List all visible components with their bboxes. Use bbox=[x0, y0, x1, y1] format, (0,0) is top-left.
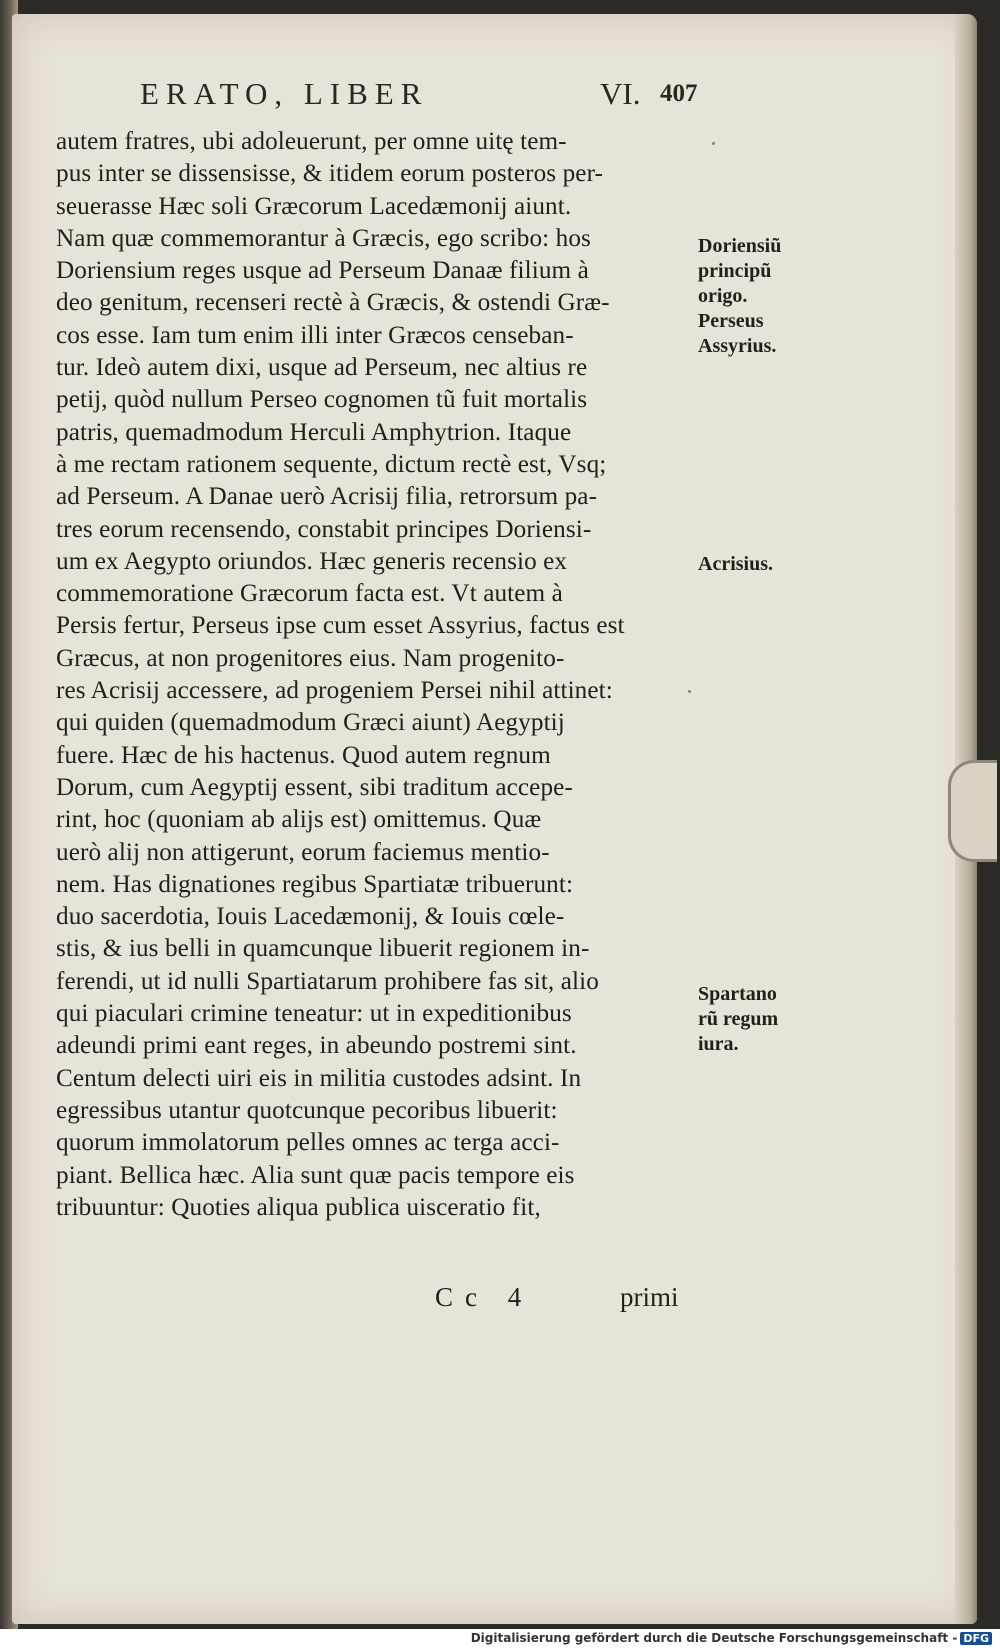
margin-note-acrisius bbox=[698, 552, 838, 577]
text-line: Dorum, cum Aegyptij essent, sibi traditum accepe- bbox=[56, 773, 573, 801]
text-line: commemoratione Græcorum facta est. Vt autem à bbox=[56, 580, 563, 608]
margin-note-line: rũ regum bbox=[698, 1008, 779, 1030]
margin-note-line: iura. bbox=[698, 1033, 739, 1055]
text-line: fuere. Hæc de his hactenus. Quod autem regnum bbox=[56, 741, 551, 769]
text-line: tribuuntur: Quoties aliqua publica uisceratio fit, bbox=[56, 1193, 541, 1221]
text-line: uerò alij non attigerunt, eorum faciemus mentio- bbox=[56, 838, 550, 866]
margin-note-line: Perseus bbox=[698, 310, 764, 332]
text-line: Persis fertur, Perseus ipse cum esset Assyrius, factus est bbox=[56, 612, 625, 640]
text-line: pus inter se dissensisse, & itidem eorum posteros per- bbox=[56, 160, 604, 188]
margin-note-spartan-kings bbox=[698, 982, 838, 1057]
page-footer bbox=[60, 1282, 700, 1318]
margin-note-line: Doriensiũ bbox=[698, 235, 782, 257]
margin-note-line: Acrisius. bbox=[698, 553, 773, 575]
text-line: deo genitum, recenseri rectè à Græcis, & ostendi Græ- bbox=[56, 289, 610, 317]
folio-number: 407 bbox=[660, 80, 698, 107]
text-line: egressibus utantur quotcunque pecoribus libuerit: bbox=[56, 1096, 558, 1124]
text-line: Centum delecti uiri eis in militia custodes adsint. In bbox=[56, 1064, 582, 1092]
text-line: duo sacerdotia, Iouis Lacedæmonij, & Iouis cœle- bbox=[56, 903, 565, 931]
text-line: tur. Ideò autem dixi, usque ad Perseum, nec altius re bbox=[56, 354, 588, 382]
margin-note-line: principũ bbox=[698, 260, 772, 282]
margin-note-line: Assyrius. bbox=[698, 335, 777, 357]
credit-text-wrap bbox=[471, 1631, 992, 1645]
page-tab-clip bbox=[948, 760, 997, 862]
text-line: res Acrisij accessere, ad progeniem Persei nihil attinet: bbox=[56, 677, 613, 705]
text-line: Græcus, at non progenitores eius. Nam progenito- bbox=[56, 644, 565, 672]
text-line: qui quiden (quemadmodum Græci aiunt) Aegyptij bbox=[56, 709, 565, 737]
text-line: cos esse. Iam tum enim illi inter Græcos censeban- bbox=[56, 321, 574, 349]
text-line: quorum immolatorum pelles omnes ac terga acci- bbox=[56, 1129, 560, 1157]
text-line: stis, & ius belli in quamcunque libuerit regionem in- bbox=[56, 935, 590, 963]
text-line: um ex Aegypto oriundos. Hæc generis recensio ex bbox=[56, 547, 568, 575]
text-line: Doriensium reges usque ad Perseum Danaæ filium à bbox=[56, 257, 589, 285]
dfg-logo: DFG bbox=[960, 1632, 992, 1645]
text-line: autem fratres, ubi adoleuerunt, per omne uitę tem- bbox=[56, 128, 567, 155]
running-title: ERATO, LIBER bbox=[140, 76, 429, 111]
margin-note-line: Spartano bbox=[698, 983, 777, 1005]
text-line: ad Perseum. A Danae uerò Acrisij filia, retrorsum pa- bbox=[56, 483, 598, 511]
margin-note-line: origo. bbox=[698, 285, 748, 307]
text-line: adeundi primi eant reges, in abeundo postremi sint. bbox=[56, 1032, 577, 1060]
text-line: piant. Bellica hæc. Alia sunt quæ pacis tempore eis bbox=[56, 1161, 575, 1189]
credit-bar bbox=[0, 1629, 1000, 1651]
margin-note-dorians bbox=[698, 234, 838, 359]
text-line: qui piaculari crimine teneatur: ut in expeditionibus bbox=[56, 1000, 572, 1028]
text-line: nem. Has dignationes regibus Spartiatæ tribuerunt: bbox=[56, 870, 574, 898]
credit-text: Digitalisierung gefördert durch die Deutsche Forschungsgemeinschaft - bbox=[470, 1631, 958, 1645]
book-number: VI. bbox=[600, 76, 641, 111]
text-line: à me rectam rationem sequente, dictum rectè est, Vsq; bbox=[56, 450, 607, 478]
text-line: seuerasse Hæc soli Græcorum Lacedæmonij aiunt. bbox=[56, 192, 572, 220]
running-header bbox=[60, 76, 700, 116]
text-line: patris, quemadmodum Herculi Amphytrion. Itaque bbox=[56, 418, 572, 446]
ink-speck bbox=[712, 142, 715, 145]
text-line: Nam quæ commemorantur à Græcis, ego scribo: hos bbox=[56, 224, 591, 252]
text-line: petij, quòd nullum Perseo cognomen tũ fuit mortalis bbox=[56, 386, 588, 414]
signature-mark: Cc 4 bbox=[435, 1282, 534, 1312]
text-line: tres eorum recensendo, constabit principes Doriensi- bbox=[56, 515, 592, 543]
text-line: rint, hoc (quoniam ab alijs est) omittemus. Quæ bbox=[56, 806, 542, 834]
catchword: primi bbox=[620, 1282, 679, 1312]
main-text-block bbox=[56, 126, 696, 1224]
text-line: ferendi, ut id nulli Spartiatarum prohibere fas sit, alio bbox=[56, 967, 599, 995]
